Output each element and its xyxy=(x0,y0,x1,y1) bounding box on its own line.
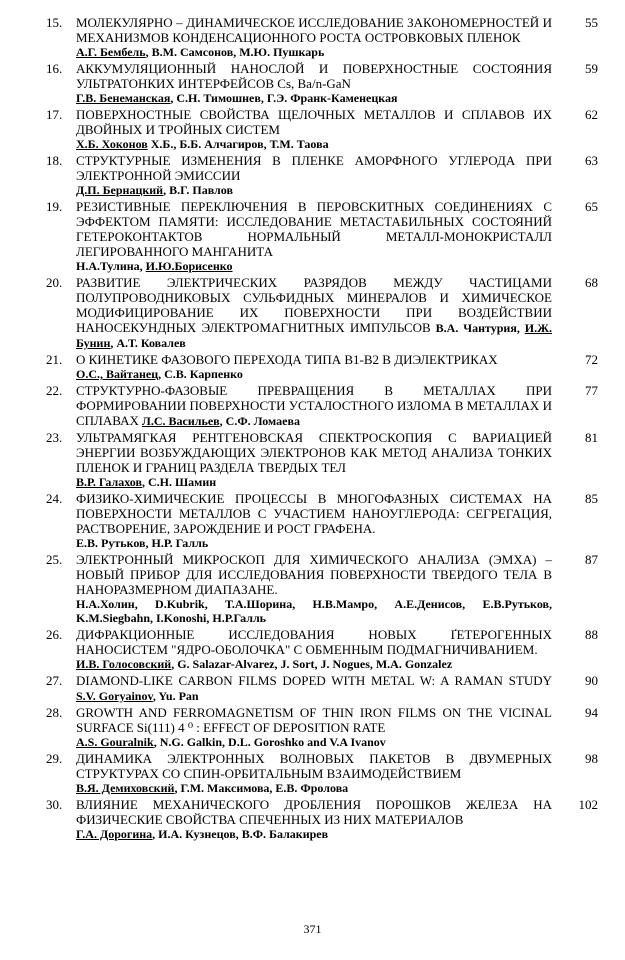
entry-presenting-author: В.Я. Демиховский xyxy=(76,781,175,795)
entry-presenting-author: Г.А. Дорогина xyxy=(76,827,153,841)
entry-presenting-author: А.Г. Бембель xyxy=(76,45,146,59)
toc-entry xyxy=(0,552,625,625)
entry-title-text: СТРУКТУРНЫЕ ИЗМЕНЕНИЯ В ПЛЕНКЕ АМОРФНОГО УГЛЕРОДА ПРИ ЭЛЕКТРОННОЙ ЭМИССИИ xyxy=(76,153,552,183)
toc-entry xyxy=(0,797,625,841)
page-number: 371 xyxy=(303,922,322,936)
entry-authors-rest: , В.Г. Павлов xyxy=(163,183,233,197)
entry-title xyxy=(76,751,552,781)
entry-title xyxy=(76,383,552,428)
entry-page-number: 88 xyxy=(585,627,598,642)
entry-authors xyxy=(76,657,552,671)
entry-presenting-author: Л.С. Васильев xyxy=(141,414,220,428)
entry-page-number: 90 xyxy=(585,673,598,688)
toc-entry xyxy=(0,153,625,197)
entry-page-number: 85 xyxy=(585,491,598,506)
toc-entry xyxy=(0,673,625,703)
entry-authors-rest: , С.В. Карпенко xyxy=(158,367,243,381)
toc-entry xyxy=(0,107,625,151)
entry-title-text: РАЗВИТИЕ ЭЛЕКТРИЧЕСКИХ РАЗРЯДОВ МЕЖДУ ЧАСТИЦАМИ ПОЛУПРОВОДНИКОВЫХ СУЛЬФИДНЫХ МИНЕРАЛОВ И ХИМИЧЕСКОЕ МОДИФИЦИРОВАНИЕ ИХ ПОВЕРХНОСТИ ПРИ ВОЗДЕЙСТВИИ НАНОСЕКУНДНЫХ ЭЛЕКТРОМАГНИТНЫХ ИМПУЛЬСОВ xyxy=(76,275,552,335)
entry-number: 30. xyxy=(46,797,63,812)
entry-number: 28. xyxy=(46,705,63,720)
entry-title-text: ФИЗИКО-ХИМИЧЕСКИЕ ПРОЦЕССЫ В МНОГОФАЗНЫХ СИСТЕМАХ НА ПОВЕРХНОСТИ МЕТАЛЛОВ С УЧАСТИЕМ НАНОУГЛЕРОДА: СЕГРЕГАЦИЯ, РАСТВОРЕНИЕ, ЗАРОЖДЕНИЕ И РОСТ ГРАФЕНА. xyxy=(76,491,552,536)
entry-authors xyxy=(76,735,552,749)
toc-entry xyxy=(0,751,625,795)
entry-number: 21. xyxy=(46,352,63,367)
entry-authors-rest: , Yu. Pan xyxy=(152,689,199,703)
entry-authors xyxy=(76,597,552,625)
toc-entry xyxy=(0,627,625,671)
entry-authors-pre: В.А. Чантурия, xyxy=(430,321,525,335)
entry-page-number: 65 xyxy=(585,199,598,214)
entry-title-text: ПОВЕРХНОСТНЫЕ СВОЙСТВА ЩЕЛОЧНЫХ МЕТАЛЛОВ И СПЛАВОВ ИХ ДВОЙНЫХ И ТРОЙНЫХ СИСТЕМ xyxy=(76,107,552,137)
entry-number: 15. xyxy=(46,15,63,30)
entry-authors xyxy=(76,183,552,197)
entry-presenting-author: О.С., Вайтанец xyxy=(76,367,159,381)
entry-authors-rest: , G. Salazar-Alvarez, J. Sort, J. Nogues, M.A. Gonzalez xyxy=(171,657,453,671)
entry-page-number: 87 xyxy=(585,552,598,567)
entry-page-number: 98 xyxy=(585,751,598,766)
entry-presenting-author: S.V. Goryainov xyxy=(76,689,153,703)
entry-authors xyxy=(76,827,552,841)
entry-presenting-author: И.Ю.Борисенко xyxy=(145,259,233,273)
entry-authors xyxy=(76,45,552,59)
entry-authors xyxy=(76,475,552,489)
toc-entry xyxy=(0,491,625,550)
entry-title-text: ВЛИЯНИЕ МЕХАНИЧЕСКОГО ДРОБЛЕНИЯ ПОРОШКОВ ЖЕЛЕЗА НА ФИЗИЧЕСКИЕ СВОЙСТВА СПЕЧЕННЫХ ИЗ НИХ МАТЕРИАЛОВ xyxy=(76,797,552,827)
entry-title xyxy=(76,673,552,703)
entry-authors xyxy=(76,137,552,151)
entry-title xyxy=(76,275,552,350)
entry-presenting-author: Г.В. Бенеманская xyxy=(76,91,171,105)
toc-entry xyxy=(0,705,625,749)
toc-entry xyxy=(0,352,625,381)
entry-title-text: ЭЛЕКТРОННЫЙ МИКРОСКОП ДЛЯ ХИМИЧЕСКОГО АНАЛИЗА (ЭМХА) – НОВЫЙ ПРИБОР ДЛЯ ИССЛЕДОВАНИЯ ПОВЕРХНОСТИ ТВЕРДОГО ТЕЛА В НАНОРАЗМЕРНОМ ДИАПАЗАНЕ. xyxy=(76,552,552,597)
entry-title xyxy=(76,491,552,536)
entry-title-text: ДИФРАКЦИОННЫЕ ИССЛЕДОВАНИЯ НОВЫХ ҐЕТЕРОГЕННЫХ НАНОСИСТЕМ "ЯДРО-ОБОЛОЧКА" С ОБМЕННЫМ ПОДМАГНИЧИВАНИЕМ. xyxy=(76,627,552,657)
entry-authors-rest: , Г.М. Максимова, Е.В. Фролова xyxy=(174,781,349,795)
entry-authors-pre: Н.А.Холин, D.Kubrik, Т.А.Шорина, Н.В.Мамро, А.Е.Денисов, Е.В.Рутьков, K.M.Siegbahn, I.Konoshi, Н.Р.Галль xyxy=(76,597,552,625)
entry-authors-pre: Е.В. Рутьков, Н.Р. Галль xyxy=(76,536,209,550)
entry-authors-rest: , В.М. Самсонов, М.Ю. Пушкарь xyxy=(145,45,325,59)
entry-number: 25. xyxy=(46,552,63,567)
entry-number: 20. xyxy=(46,275,63,290)
toc-entry xyxy=(0,275,625,350)
toc-entry xyxy=(0,430,625,489)
entry-title xyxy=(76,797,552,827)
entry-authors-rest: , С.Н. Тимошнев, Г.Э. Франк-Каменецкая xyxy=(170,91,398,105)
entry-number: 18. xyxy=(46,153,63,168)
entry-title-text: РЕЗИСТИВНЫЕ ПЕРЕКЛЮЧЕНИЯ В ПЕРОВСКИТНЫХ СОЕДИНЕНИЯХ С ЭФФЕКТОМ ПАМЯТИ: ИССЛЕДОВАНИЕ МЕТАСТАБИЛЬНЫХ СОСТОЯНИЙ ГЕТЕРОКОНТАКТОВ НОРМАЛЬНЫЙ МЕТАЛЛ-МОНОКРИСТАЛЛ ЛЕГИРОВАННОГО МАНГАНИТА xyxy=(76,199,552,259)
entry-page-number: 55 xyxy=(585,15,598,30)
entry-authors xyxy=(76,536,552,550)
entry-presenting-author: Д.П. Бернацкий xyxy=(76,183,164,197)
entry-number: 29. xyxy=(46,751,63,766)
entry-page-number: 102 xyxy=(578,797,598,812)
entry-number: 16. xyxy=(46,61,63,76)
entry-title xyxy=(76,153,552,183)
entry-presenting-author: A.S. Gouralnik xyxy=(76,735,154,749)
entry-page-number: 77 xyxy=(585,383,598,398)
entry-number: 22. xyxy=(46,383,63,398)
entry-title xyxy=(76,61,552,91)
entry-page-number: 62 xyxy=(585,107,598,122)
entry-title-text: О КИНЕТИКЕ ФАЗОВОГО ПЕРЕХОДА ТИПА В1-В2 В ДИЭЛЕКТРИКАХ xyxy=(76,352,498,367)
entry-authors-rest: , А.Т. Ковалев xyxy=(110,336,186,350)
entry-authors-rest: , И.А. Кузнецов, В.Ф. Балакирев xyxy=(152,827,329,841)
entry-title xyxy=(76,107,552,137)
table-of-contents xyxy=(0,15,625,843)
toc-entry xyxy=(0,61,625,105)
entry-number: 23. xyxy=(46,430,63,445)
entry-presenting-author: И.В. Голосовский xyxy=(76,657,172,671)
entry-page-number: 68 xyxy=(585,275,598,290)
entry-authors xyxy=(76,367,552,381)
entry-page-number: 81 xyxy=(585,430,598,445)
toc-entry xyxy=(0,383,625,428)
entry-title xyxy=(76,430,552,475)
entry-number: 26. xyxy=(46,627,63,642)
toc-entry xyxy=(0,15,625,59)
entry-title-text: ДИНАМИКА ЭЛЕКТРОННЫХ ВОЛНОВЫХ ПАКЕТОВ В ДВУМЕРНЫХ СТРУКТУРАХ СО СПИН-ОРБИТАЛЬНЫМ ВЗАИМОДЕЙСТВИЕМ xyxy=(76,751,552,781)
entry-number: 24. xyxy=(46,491,63,506)
entry-number: 17. xyxy=(46,107,63,122)
entry-number: 19. xyxy=(46,199,63,214)
entry-title xyxy=(76,552,552,597)
entry-title-text: УЛЬТРАМЯГКАЯ РЕНТГЕНОВСКАЯ СПЕКТРОСКОПИЯ С ВАРИАЦИЕЙ ЭНЕРГИИ ВОЗБУЖДАЮЩИХ ЭЛЕКТРОНОВ КАК МЕТОД АНАЛИЗА ТОНКИХ ПЛЕНОК И ГРАНИЦ РАЗДЕЛА ТВЕРДЫХ ТЕЛ xyxy=(76,430,552,475)
toc-entry xyxy=(0,199,625,273)
entry-authors-rest: , N.G. Galkin, D.L. Goroshko and V.A Ivanov xyxy=(153,735,386,749)
entry-title-text: GROWTH AND FERROMAGNETISM OF THIN IRON FILMS ON THE VICINAL SURFACE Si(111) 4 ⁰ : EFFECT OF DEPOSITION RATE xyxy=(76,705,552,735)
entry-page-number: 72 xyxy=(585,352,598,367)
entry-title xyxy=(76,705,552,735)
entry-page-number: 59 xyxy=(585,61,598,76)
entry-presenting-author: В.Р. Галахов xyxy=(76,475,142,489)
entry-number: 27. xyxy=(46,673,63,688)
entry-authors-rest: , С.Ф. Ломаева xyxy=(219,414,300,428)
entry-page-number: 94 xyxy=(585,705,598,720)
entry-title xyxy=(76,627,552,657)
entry-authors-rest: Х.Б., Б.Б. Алчагиров, Т.М. Таова xyxy=(147,137,329,151)
entry-title-text: СТРУКТУРНО-ФАЗОВЫЕ ПРЕВРАЩЕНИЯ В МЕТАЛЛАХ ПРИ ФОРМИРОВАНИИ ПОВЕРХНОСТИ УСТАЛОСТНОГО ИЗЛОМА В МЕТАЛЛАХ И СПЛАВАХ xyxy=(76,383,552,428)
entry-page-number: 63 xyxy=(585,153,598,168)
entry-title-text: АККУМУЛЯЦИОННЫЙ НАНОСЛОЙ И ПОВЕРХНОСТНЫЕ СОСТОЯНИЯ УЛЬТРАТОНКИХ ИНТЕРФЕЙСОВ Cs, Ba/n-GaN xyxy=(76,61,552,91)
entry-authors-rest: , С.Н. Шамин xyxy=(141,475,217,489)
entry-authors xyxy=(76,781,552,795)
entry-authors-pre: Н.А.Тулина, xyxy=(76,259,146,273)
entry-authors xyxy=(76,91,552,105)
entry-presenting-author: Х.Б. Хоконов xyxy=(76,137,148,151)
entry-title xyxy=(76,199,552,259)
entry-title xyxy=(76,352,552,367)
entry-title-text: МОЛЕКУЛЯРНО – ДИНАМИЧЕСКОЕ ИССЛЕДОВАНИЕ ЗАКОНОМЕРНОСТЕЙ И МЕХАНИЗМОВ КОНДЕНСАЦИОННОГО РОСТА ОСТРОВКОВЫХ ПЛЕНОК xyxy=(76,15,552,45)
entry-title xyxy=(76,15,552,45)
entry-authors xyxy=(76,259,552,273)
entry-title-text: DIAMOND-LIKE CARBON FILMS DOPED WITH METAL W: A RAMAN STUDY xyxy=(76,673,552,688)
entry-presenting-author: И.Ж. Бунин xyxy=(76,321,552,350)
